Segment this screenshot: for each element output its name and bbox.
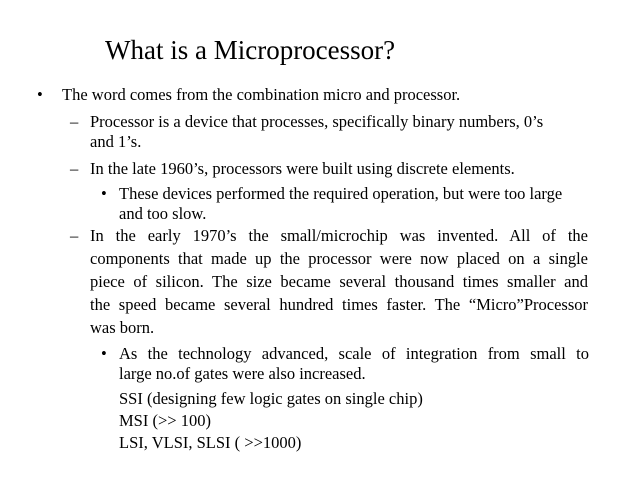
- dash-text-line: piece of silicon. The size became several thousand times smaller and: [90, 272, 588, 291]
- integration-scale-item: SSI (designing few logic gates on single chip): [119, 389, 423, 408]
- dash-text-line: was born.: [90, 318, 155, 337]
- integration-scale-item: LSI, VLSI, SLSI ( >>1000): [119, 433, 302, 452]
- dash-marker: –: [70, 226, 79, 245]
- dash-text-line: In the late 1960’s, processors were built using discrete elements.: [90, 159, 515, 178]
- sub-bullet-text-line: large no.of gates were also increased.: [119, 364, 366, 383]
- dash-text-line: and 1’s.: [90, 132, 142, 151]
- sub-bullet-text-line: As the technology advanced, scale of integration from small to: [119, 344, 589, 363]
- integration-scale-item: MSI (>> 100): [119, 411, 211, 430]
- slide-title: What is a Microprocessor?: [105, 35, 396, 65]
- sub-bullet-marker: •: [101, 344, 107, 363]
- dash-text-line: the speed became several hundred times faster. The “Micro”Processor: [90, 295, 588, 314]
- dash-marker: –: [70, 112, 79, 131]
- dash-text-line: components that made up the processor were now placed on a single: [90, 249, 588, 268]
- dash-text-line: In the early 1970’s the small/microchip was invented. All of the: [90, 226, 588, 245]
- bullet-marker: •: [37, 85, 43, 104]
- sub-bullet-text-line: These devices performed the required operation, but were too large: [119, 184, 563, 203]
- dash-marker: –: [70, 159, 79, 178]
- bullet-text: The word comes from the combination micro and processor.: [62, 85, 461, 104]
- dash-text-line: Processor is a device that processes, specifically binary numbers, 0’s: [90, 112, 544, 131]
- sub-bullet-marker: •: [101, 184, 107, 203]
- sub-bullet-text-line: and too slow.: [119, 204, 207, 223]
